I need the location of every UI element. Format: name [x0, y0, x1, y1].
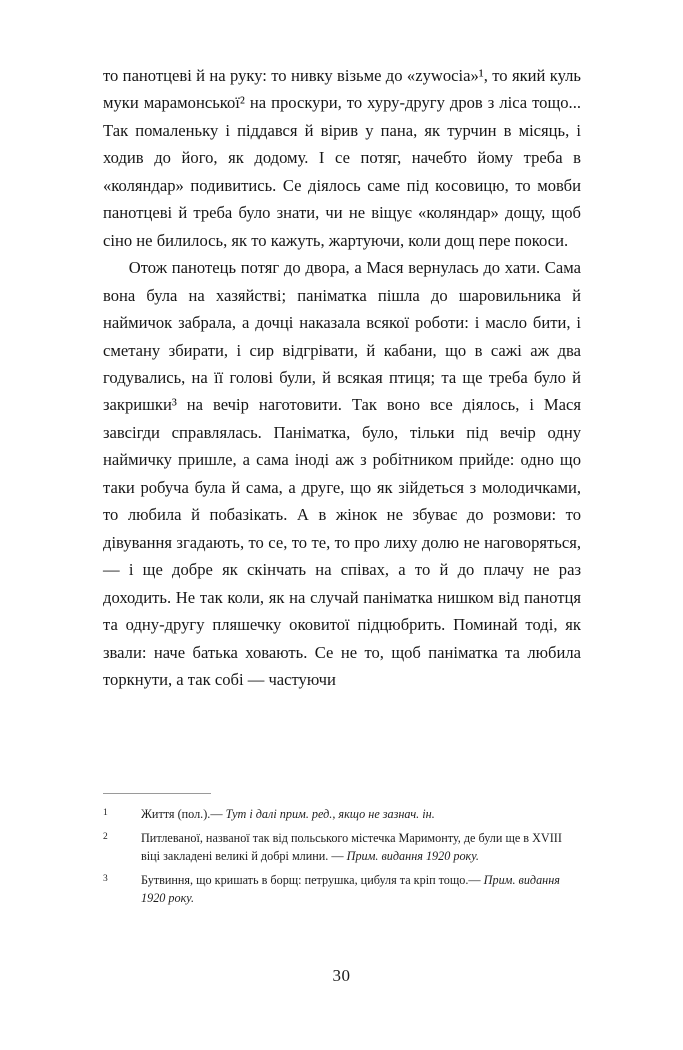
- footnote-text: [141, 829, 581, 866]
- footnote-section: [103, 793, 581, 913]
- footnote-marker: 3: [103, 873, 108, 884]
- page-body: [103, 62, 581, 693]
- footnote-text: [141, 871, 581, 908]
- page-number: 30: [332, 966, 351, 985]
- footnote-text-italic: Прим. видання 1920 року.: [141, 872, 560, 906]
- footnote-separator-rule: [103, 793, 211, 794]
- footnote-item: [103, 829, 581, 866]
- footnote-text: [141, 805, 581, 824]
- footnote-text-italic: Прим. видання 1920 року.: [346, 849, 479, 864]
- footnote-text-plain: Питлеваної, названої так від польського містечка Маримонту, де були ще в XVIII віці закладені великі й добрі млини. —: [141, 830, 562, 864]
- body-paragraph-2: Отож панотець потяг до двора, а Мася вернулась до хати. Сама вона була на хазяйстві; паніматка пішла до шаровильника й наймичок забрала, а дочці наказала всякої роботи: і масло бити, і сметану збирати, і сир відгрівати, й кабани, що в сажі аж два годувались, на її голові були, й всякая птиця; та ще треба було й закришки³ на вечір наготовити. Так воно все діялось, і Мася завсігди справлялась. Паніматка, було, тільки під вечір одну наймичку пришле, а сама іноді аж з робітником прийде: одно що таки робуча була й сама, а друге, що як зійдеться з молодичками, то любила й побазікать. А в жінок не збуває до розмови: то дівування згадають, то се, то те, то про лиху долю не наговоряться, — і ще добре як скінчать на співах, а то й до плачу не раз доходить. Не так коли, як на случай паніматка нишком від панотця та одну-другу пляшечку оковитої підцюбрить. Поминай тоді, як звали: наче батька ховають. Се не то, щоб паніматка та любила торкнути, а так собі — частуючи: [103, 258, 581, 689]
- footnote-item: [103, 805, 581, 824]
- footnote-item: [103, 871, 581, 908]
- footnote-text-plain: Бутвиння, що кришать в борщ: петрушка, цибуля та кріп тощо.—: [141, 872, 484, 887]
- body-paragraph-1: то панотцеві й на руку: то нивку візьме до «zywocia»¹, то який куль муки марамонської² на проскури, то хуру-другу дров з ліса тощо... Так помаленьку і піддався й вірив у пана, як турчин в місяць, і ходив до його, як додому. І се потяг, начебто йому треба в «коляндар» подивитись. Се діялось саме під косовицю, то мовби панотцеві й треба було знати, чи не віщує «коляндар» дощу, щоб сіно не билилось, як то кажуть, жартуючи, коли дощ пере покоси.: [103, 66, 581, 250]
- footnote-text-italic: Тут і далі прим. ред., якщо не зазнач. ін.: [225, 807, 435, 821]
- footnote-marker: 1: [103, 808, 108, 818]
- footnote-marker: 2: [103, 831, 108, 842]
- footnote-text-plain: Життя (пол.).—: [141, 807, 226, 821]
